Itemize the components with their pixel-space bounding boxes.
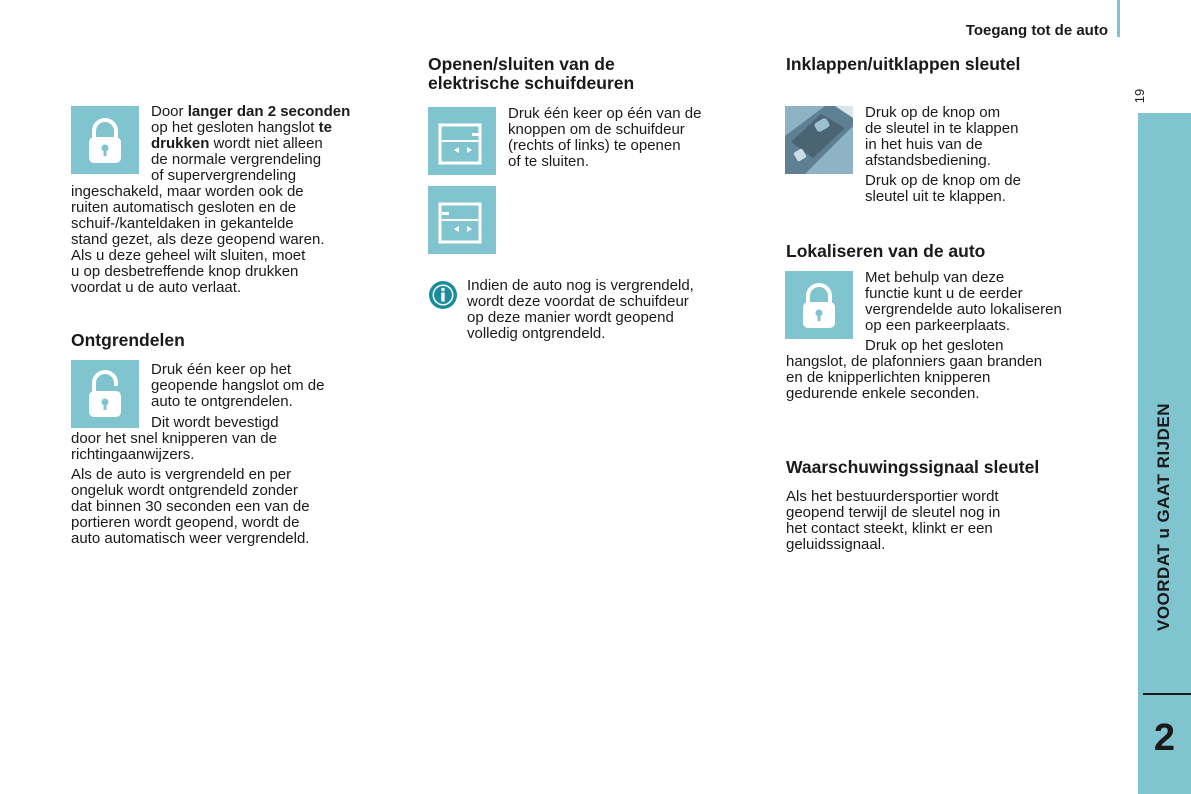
locate-text-2 bbox=[786, 354, 1042, 402]
sliding-doors-text bbox=[508, 106, 701, 170]
key-fold-heading: Inklappen/uitklappen sleutel bbox=[786, 54, 1021, 74]
locate-text-2-first: Druk op het gesloten bbox=[865, 337, 1004, 354]
text-line: schuif-/kanteldaken in gekantelde bbox=[71, 215, 294, 232]
unlocked-padlock-icon bbox=[71, 360, 139, 428]
text-line: gedurende enkele seconden. bbox=[786, 385, 980, 402]
text-line: voordat u de auto verlaat. bbox=[71, 279, 242, 296]
chapter-tab-divider bbox=[1143, 693, 1191, 695]
superlock-line-3: drukken wordt niet alleen bbox=[151, 135, 323, 152]
key-warning-heading: Waarschuwingssignaal sleutel bbox=[786, 457, 1040, 477]
key-fold-text-1 bbox=[865, 105, 1018, 169]
chapter-number: 2 bbox=[1153, 717, 1176, 759]
locked-padlock-icon bbox=[71, 106, 139, 174]
text-line: de sleutel in te klappen bbox=[865, 120, 1019, 137]
key-warning-text bbox=[786, 489, 1000, 553]
unlock-heading: Ontgrendelen bbox=[71, 330, 185, 350]
text-line: knoppen om de schuifdeur bbox=[508, 121, 685, 138]
sliding-doors-heading bbox=[428, 55, 634, 93]
text-line: Als het bestuurdersportier wordt bbox=[786, 488, 999, 505]
text-line: ongeluk wordt ontgrendeld zonder bbox=[71, 482, 298, 499]
locate-text-1 bbox=[865, 270, 1062, 334]
text-line: op deze manier wordt geopend bbox=[467, 309, 674, 326]
text-line: Druk op de knop om de bbox=[865, 172, 1021, 189]
heading-line: Openen/sluiten van de bbox=[428, 54, 615, 74]
superlock-line-5: of supervergrendeling bbox=[151, 167, 297, 184]
text-line: functie kunt u de eerder bbox=[865, 285, 1023, 302]
text-line: Druk op de knop om bbox=[865, 104, 1001, 121]
text-line: Met behulp van deze bbox=[865, 269, 1005, 286]
chapter-tab bbox=[1138, 113, 1191, 794]
superlock-text-continued bbox=[71, 184, 325, 296]
superlock-line-2: op het gesloten hangslot te bbox=[151, 119, 332, 136]
text-line: geopende hangslot om de bbox=[151, 377, 325, 394]
chapter-tab-label: VOORDAT u GAAT RIJDEN bbox=[1154, 402, 1173, 632]
text-line: volledig ontgrendeld. bbox=[467, 325, 606, 342]
text-line: Indien de auto nog is vergrendeld, bbox=[467, 277, 694, 294]
text-line: auto te ontgrendelen. bbox=[151, 393, 293, 410]
text-line: portieren wordt geopend, wordt de bbox=[71, 514, 300, 531]
unlock-text bbox=[151, 362, 324, 410]
text-line: of te sluiten. bbox=[508, 153, 589, 170]
info-note-text bbox=[467, 278, 694, 342]
key-fob-photo bbox=[785, 106, 853, 174]
text-line: Druk één keer op één van de bbox=[508, 105, 702, 122]
superlock-line-4: de normale vergrendeling bbox=[151, 151, 322, 168]
locked-padlock-icon-locate bbox=[785, 271, 853, 339]
header-title: Toegang tot de auto bbox=[965, 22, 1108, 39]
header-divider bbox=[1117, 0, 1120, 37]
text-line: u op desbetreffende knop drukken bbox=[71, 263, 299, 280]
text-line: in het huis van de bbox=[865, 136, 983, 153]
text-line: hangslot, de plafonniers gaan branden bbox=[786, 353, 1043, 370]
text-line: door het snel knipperen van de bbox=[71, 430, 277, 447]
text-line: vergrendelde auto lokaliseren bbox=[865, 301, 1062, 318]
key-fold-text-2 bbox=[865, 173, 1021, 205]
superlock-line-1: Door langer dan 2 seconden bbox=[151, 103, 351, 120]
text-line: op een parkeerplaats. bbox=[865, 317, 1011, 334]
text-line: geopend terwijl de sleutel nog in bbox=[786, 504, 1001, 521]
text-line: dat binnen 30 seconden een van de bbox=[71, 498, 310, 515]
heading-line: elektrische schuifdeuren bbox=[428, 73, 635, 93]
sliding-door-button-icon bbox=[428, 107, 496, 175]
text-line: auto automatisch weer vergrendeld. bbox=[71, 530, 310, 547]
info-icon bbox=[428, 280, 458, 310]
locate-heading: Lokaliseren van de auto bbox=[786, 241, 986, 261]
sliding-door-button-icon-2 bbox=[428, 186, 496, 254]
superlock-text bbox=[151, 104, 350, 184]
text-line: Druk één keer op het bbox=[151, 361, 292, 378]
text-line: Als de auto is vergrendeld en per bbox=[71, 466, 292, 483]
text-line: (rechts of links) te openen bbox=[508, 137, 681, 154]
page-number: 19 bbox=[1132, 88, 1147, 104]
text-line: ingeschakeld, maar worden ook de bbox=[71, 183, 304, 200]
text-line: ruiten automatisch gesloten en de bbox=[71, 199, 297, 216]
relock-text bbox=[71, 467, 310, 547]
text-line: richtingaanwijzers. bbox=[71, 446, 195, 463]
text-line: Als u deze geheel wilt sluiten, moet bbox=[71, 247, 306, 264]
unlock-confirm-first: Dit wordt bevestigd bbox=[151, 414, 279, 431]
text-line: en de knipperlichten knipperen bbox=[786, 369, 991, 386]
text-line: wordt deze voordat de schuifdeur bbox=[467, 293, 689, 310]
text-line: geluidssignaal. bbox=[786, 536, 886, 553]
text-line: sleutel uit te klappen. bbox=[865, 188, 1006, 205]
text-line: afstandsbediening. bbox=[865, 152, 991, 169]
text-line: stand gezet, als deze geopend waren. bbox=[71, 231, 325, 248]
text-line: het contact steekt, klinkt er een bbox=[786, 520, 993, 537]
unlock-confirm-text bbox=[71, 431, 277, 463]
